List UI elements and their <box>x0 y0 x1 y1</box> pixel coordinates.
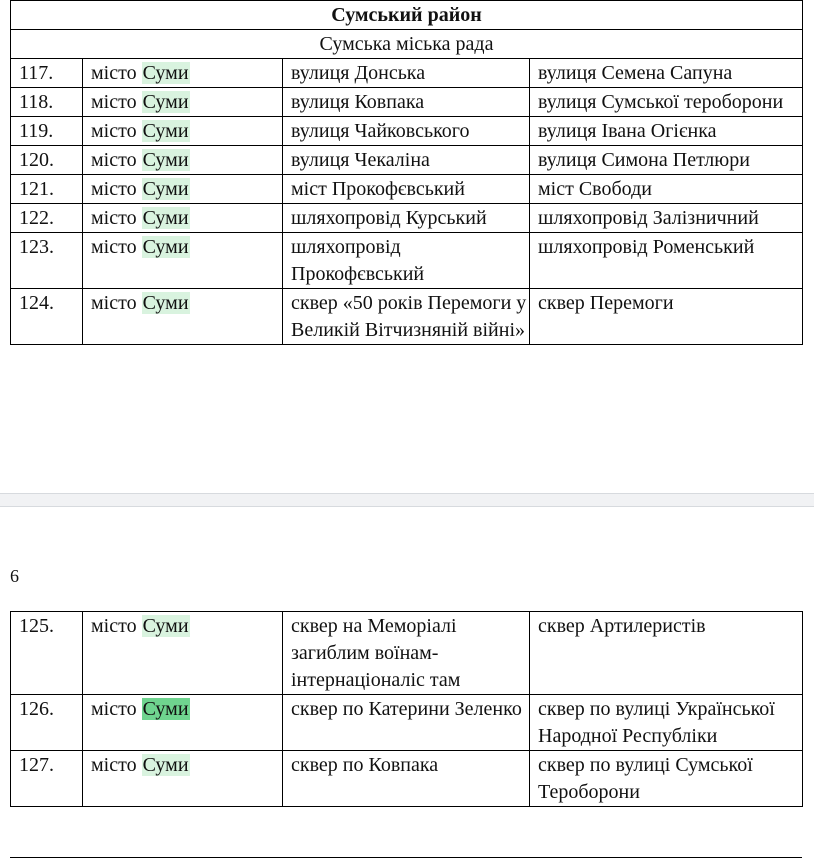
council-header-row <box>11 30 803 59</box>
old-name-cell: шляхопровід Курський <box>283 204 530 233</box>
new-name-cell: шляхопровід Роменський <box>530 233 803 289</box>
new-name-cell: міст Свободи <box>530 175 803 204</box>
place-name: Суми <box>142 62 189 84</box>
place-name: Суми <box>142 178 189 200</box>
place-cell: місто Суми <box>83 751 283 807</box>
row-number: 123. <box>11 233 83 289</box>
place-cell: місто Суми <box>83 146 283 175</box>
district-header-row <box>11 1 803 30</box>
table-continuation-line <box>10 857 802 858</box>
place-name: Суми <box>142 207 189 229</box>
renaming-table-bottom <box>10 611 803 807</box>
row-number: 119. <box>11 117 83 146</box>
row-number: 120. <box>11 146 83 175</box>
row-number: 127. <box>11 751 83 807</box>
old-name-cell: вулиця Донська <box>283 59 530 88</box>
table-row <box>11 751 803 807</box>
new-name-cell: вулиця Семена Сапуна <box>530 59 803 88</box>
row-number: 117. <box>11 59 83 88</box>
table-row <box>11 59 803 88</box>
place-name: Суми <box>142 292 189 314</box>
table-row <box>11 612 803 695</box>
new-name-cell: сквер Перемоги <box>530 289 803 345</box>
table-row <box>11 146 803 175</box>
old-name-cell: сквер по Катерини Зеленко <box>283 695 530 751</box>
old-name-cell: сквер по Ковпака <box>283 751 530 807</box>
table-row <box>11 233 803 289</box>
table-row <box>11 695 803 751</box>
place-name: Суми <box>142 91 189 113</box>
place-name: Суми <box>142 236 189 258</box>
row-number: 124. <box>11 289 83 345</box>
row-number: 125. <box>11 612 83 695</box>
new-name-cell: вулиця Сумської тероборони <box>530 88 803 117</box>
row-number: 118. <box>11 88 83 117</box>
place-name: Суми <box>142 120 189 142</box>
place-cell: місто Суми <box>83 59 283 88</box>
place-cell: місто Суми <box>83 289 283 345</box>
new-name-cell: сквер по вулиці Української Народної Республіки <box>530 695 803 751</box>
place-cell: місто Суми <box>83 612 283 695</box>
new-name-cell: сквер Артилеристів <box>530 612 803 695</box>
place-cell: місто Суми <box>83 204 283 233</box>
row-number: 126. <box>11 695 83 751</box>
row-number: 121. <box>11 175 83 204</box>
old-name-cell: сквер на Меморіалі загиблим воїнам-інтернаціоналіс там <box>283 612 530 695</box>
table-row <box>11 204 803 233</box>
new-name-cell: сквер по вулиці Сумської Тероборони <box>530 751 803 807</box>
place-name: Суми <box>142 149 189 171</box>
old-name-cell: вулиця Ковпака <box>283 88 530 117</box>
place-name: Суми <box>142 615 189 637</box>
row-number: 122. <box>11 204 83 233</box>
renaming-table-top <box>10 0 803 345</box>
table-row <box>11 175 803 204</box>
old-name-cell: вулиця Чайковського <box>283 117 530 146</box>
place-name: Суми <box>142 754 189 776</box>
new-name-cell: шляхопровід Залізничний <box>530 204 803 233</box>
place-cell: місто Суми <box>83 88 283 117</box>
district-title: Сумський район <box>11 1 803 30</box>
old-name-cell: вулиця Чекаліна <box>283 146 530 175</box>
table-row <box>11 117 803 146</box>
table-row <box>11 289 803 345</box>
council-title: Сумська міська рада <box>11 30 803 59</box>
new-name-cell: вулиця Симона Петлюри <box>530 146 803 175</box>
old-name-cell: міст Прокофєвський <box>283 175 530 204</box>
place-cell: місто Суми <box>83 175 283 204</box>
table-row <box>11 88 803 117</box>
old-name-cell: шляхопровід Прокофєвський <box>283 233 530 289</box>
page-break <box>0 493 814 507</box>
old-name-cell: сквер «50 років Перемоги у Великій Вітчизняній війні» <box>283 289 530 345</box>
page-number: 6 <box>10 566 19 586</box>
place-cell: місто Суми <box>83 233 283 289</box>
place-cell: місто Суми <box>83 695 283 751</box>
place-name-selected: Суми <box>142 698 189 720</box>
place-cell: місто Суми <box>83 117 283 146</box>
new-name-cell: вулиця Івана Огієнка <box>530 117 803 146</box>
